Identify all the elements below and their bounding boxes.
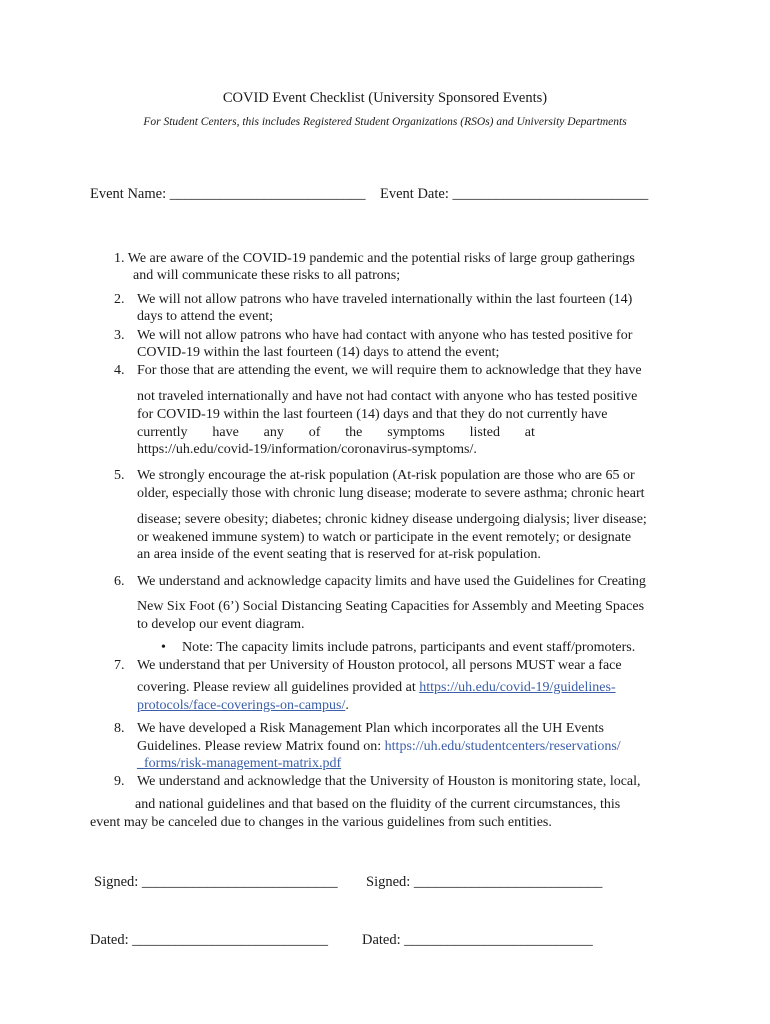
item-number: 8. [114,721,125,736]
item-text: older, especially those with chronic lung disease; moderate to severe asthma; chronic heart [137,486,645,501]
item-text: protocols/face-coverings-on-campus/. [137,698,349,713]
item-note: Note: The capacity limits include patrons, participants and event staff/promoters. [182,640,636,655]
item-number: 6. [114,574,125,589]
event-name-field: Event Name: ___________________________ [90,186,366,202]
face-coverings-link[interactable]: https://uh.edu/covid-19/guidelines- [419,680,616,695]
checklist-item-1 [114,251,635,267]
item-number: 7. [114,658,125,673]
checklist-item-6: We understand and acknowledge capacity limits and have used the Guidelines for Creating [137,574,646,589]
item-text: COVID-19 within the last fourteen (14) days to attend the event; [137,345,500,360]
checklist-item-7: We understand that per University of Houston protocol, all persons MUST wear a face [137,658,622,673]
item-text: for COVID-19 within the last fourteen (14) days and that they do not currently have [137,407,608,422]
checklist-item-4: For those that are attending the event, we will require them to acknowledge that they have [137,363,642,378]
dated-line-2: Dated: __________________________ [362,932,593,948]
document-title: COVID Event Checklist (University Sponsored Events) [222,90,548,106]
face-coverings-link-cont[interactable]: protocols/face-coverings-on-campus/ [137,698,346,713]
checklist-item-5: We strongly encourage the at-risk population (At-risk population are those who are 65 or [137,468,635,483]
event-date-field: Event Date: ___________________________ [380,186,649,202]
item-text: https://uh.edu/covid-19/information/coronavirus-symptoms/. [137,442,477,457]
item-text-justified: currently have any of the symptoms listed at [137,425,535,440]
item-text: an area inside of the event seating that is reserved for at-risk population. [137,547,541,562]
item-number: 3. [114,328,125,343]
item-number: 5. [114,468,125,483]
checklist-item-8: We have developed a Risk Management Plan which incorporates all the UH Events [137,721,604,736]
risk-matrix-link-cont[interactable]: _forms/risk-management-matrix.pdf [137,756,342,771]
item-text: disease; severe obesity; diabetes; chronic kidney disease undergoing dialysis; liver disease; [137,512,647,527]
checklist-item-3: We will not allow patrons who have had contact with anyone who has tested positive for [137,328,633,343]
dated-line-1: Dated: ___________________________ [90,932,329,948]
signed-line-2: Signed: __________________________ [366,874,603,890]
item-number: 9. [114,774,125,789]
bullet-icon: • [161,640,166,655]
item-number: 2. [114,292,125,307]
item-text: Guidelines. Please review Matrix found on: https://uh.edu/studentcenters/reservations/ [137,739,621,754]
signed-line-1: Signed: ___________________________ [94,874,338,890]
item-text: and national guidelines and that based on the fluidity of the current circumstances, this [135,797,621,812]
item-number: 4. [114,363,125,378]
item-text: days to attend the event; [137,309,274,324]
item-text: New Six Foot (6’) Social Distancing Seating Capacities for Assembly and Meeting Spaces [137,599,645,614]
item-text [137,756,341,772]
checklist-item-9: We understand and acknowledge that the University of Houston is monitoring state, local, [137,774,641,789]
document-subtitle: For Student Centers, this includes Registered Student Organizations (RSOs) and University Departments [143,116,627,128]
checklist-item-2: We will not allow patrons who have traveled internationally within the last fourteen (14) [137,292,633,307]
item-number: 1. [114,251,125,266]
item-text: We are aware of the COVID-19 pandemic and the potential risks of large group gatherings [127,251,635,266]
item-text: or weakened immune system) to watch or participate in the event remotely; or designate [137,530,632,545]
item-text: not traveled internationally and have not had contact with anyone who has tested positive [137,389,638,404]
item-text: covering. Please review all guidelines provided at https://uh.edu/covid-19/guidelines- [137,680,616,695]
item-text: event may be canceled due to changes in the various guidelines from such entities. [90,815,552,830]
item-text: to develop our event diagram. [137,617,305,632]
risk-matrix-link[interactable]: https://uh.edu/studentcenters/reservations/ [384,739,621,754]
item-text: and will communicate these risks to all patrons; [133,268,401,283]
